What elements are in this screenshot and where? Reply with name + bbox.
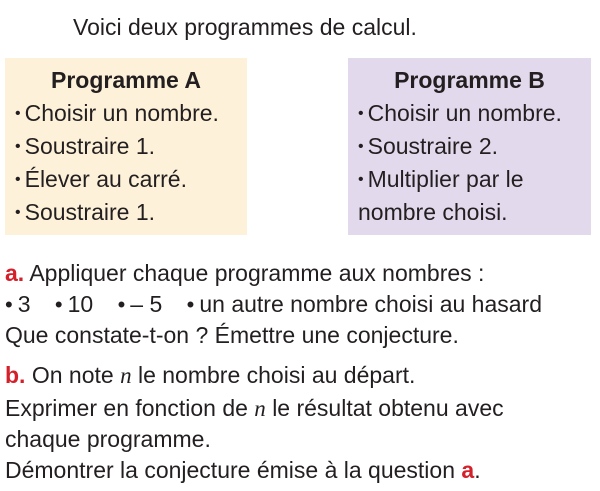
- option-2: • 10: [54, 291, 94, 317]
- option-1: • 3: [5, 291, 31, 317]
- programme-b-step-3: • Multiplier par le: [358, 166, 524, 192]
- question-b-line: b. On note n le nombre choisi au départ.: [5, 362, 416, 388]
- question-a-conjecture: Que constate-t-on ? Émettre une conjecture.: [5, 322, 459, 348]
- programme-b-step-1: • Choisir un nombre.: [358, 100, 562, 126]
- bullet-icon: •: [15, 204, 21, 221]
- variable-n: n: [254, 396, 266, 421]
- programme-a-box: [5, 58, 247, 235]
- programme-a-step-1: • Choisir un nombre.: [15, 100, 219, 126]
- programme-b-title: Programme B: [394, 67, 545, 93]
- bullet-icon: •: [15, 105, 21, 122]
- bullet-icon: •: [358, 171, 364, 188]
- programme-a-step-2: • Soustraire 1.: [15, 133, 156, 159]
- question-b-express: Exprimer en fonction de n le résultat obtenu avec: [5, 395, 504, 421]
- bullet-icon: •: [358, 138, 364, 155]
- programme-b-step-2: • Soustraire 2.: [358, 133, 499, 159]
- number-options: [5, 289, 542, 320]
- intro-text: Voici deux programmes de calcul.: [73, 14, 417, 40]
- question-b-prove: Démontrer la conjecture émise à la question a.: [5, 457, 481, 483]
- question-a-label: a.: [5, 260, 25, 286]
- bullet-icon: •: [5, 292, 13, 317]
- programme-a-step-3: • Élever au carré.: [15, 166, 187, 192]
- programme-a-title: Programme A: [51, 67, 201, 93]
- bullet-icon: •: [358, 105, 364, 122]
- question-a-text: Appliquer chaque programme aux nombres :: [29, 260, 485, 286]
- bullet-icon: •: [186, 292, 195, 317]
- question-b-label: b.: [5, 362, 26, 388]
- bullet-icon: •: [54, 292, 63, 317]
- bullet-icon: •: [117, 292, 126, 317]
- programme-a-step-4: • Soustraire 1.: [15, 199, 156, 225]
- bullet-icon: •: [15, 138, 21, 155]
- option-3: • – 5: [117, 291, 163, 317]
- option-4: • un autre nombre choisi au hasard: [186, 291, 543, 317]
- programme-b-box: [348, 58, 591, 235]
- question-b-programme: chaque programme.: [5, 426, 211, 452]
- question-a-reference: a: [461, 457, 475, 483]
- bullet-icon: •: [15, 171, 21, 188]
- question-a-line: [5, 258, 484, 289]
- variable-n: n: [120, 363, 132, 388]
- programme-b-step-3-continued: nombre choisi.: [358, 199, 508, 225]
